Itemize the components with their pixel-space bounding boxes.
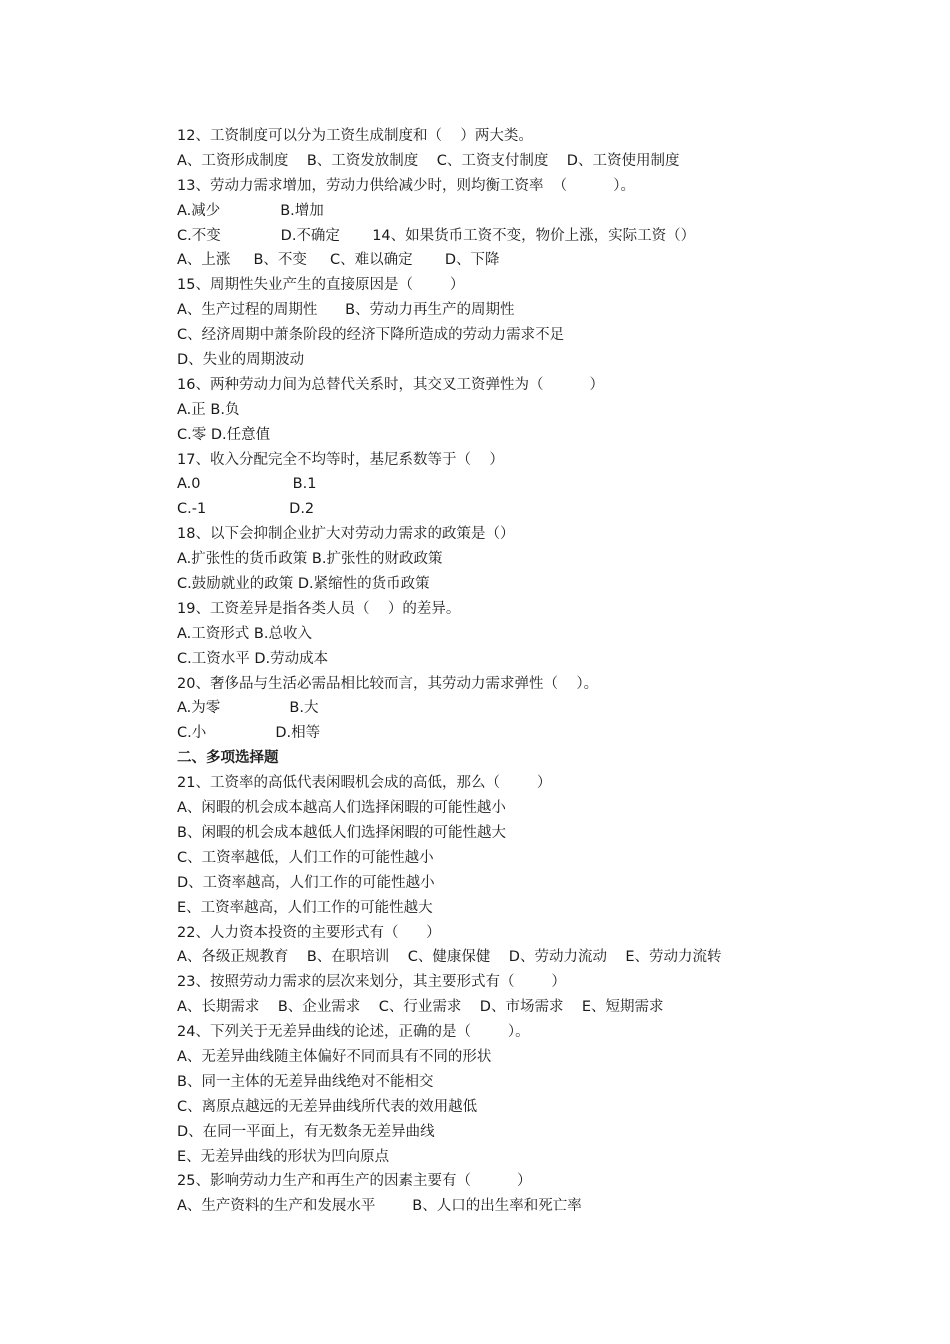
question-18-options-cd: C.鼓励就业的政策 D.紧缩性的货币政策 <box>177 576 430 593</box>
question-21-option-c: C、工资率越低，人们工作的可能性越小 <box>177 849 434 866</box>
question-19-options-ab: A.工资形式 B.总收入 <box>177 625 312 642</box>
question-24-option-b: B、同一主体的无差异曲线绝对不能相交 <box>177 1073 434 1090</box>
question-21: 21、工资率的高低代表闲暇机会成的高低，那么（ ） <box>177 775 552 792</box>
question-20-options-cd: C.小 D.相等 <box>177 725 321 742</box>
question-19-options-cd: C.工资水平 D.劳动成本 <box>177 650 329 667</box>
question-17: 17、收入分配完全不均等时，基尼系数等于（ ） <box>177 451 504 468</box>
question-23-options: A、长期需求 B、企业需求 C、行业需求 D、市场需求 E、短期需求 <box>177 999 664 1016</box>
question-25: 25、影响劳动力生产和再生产的因素主要有（ ） <box>177 1173 532 1190</box>
question-19: 19、工资差异是指各类人员（ ）的差异。 <box>177 600 461 617</box>
question-21-option-e: E、工资率越高，人们工作的可能性越大 <box>177 899 433 916</box>
document-page <box>177 124 877 1219</box>
question-14-options: A、上涨 B、不变 C、难以确定 D、下降 <box>177 252 500 269</box>
question-13-options-ab: A.减少 B.增加 <box>177 202 324 219</box>
question-17-options-cd: C.-1 D.2 <box>177 501 315 518</box>
question-18-options-ab: A.扩张性的货币政策 B.扩张性的财政政策 <box>177 551 443 568</box>
question-24-option-c: C、离原点越远的无差异曲线所代表的效用越低 <box>177 1098 478 1115</box>
question-21-option-d: D、工资率越高，人们工作的可能性越小 <box>177 874 435 891</box>
question-15-option-d: D、失业的周期波动 <box>177 352 305 369</box>
question-25-options-ab: A、生产资料的生产和发展水平 B、人口的出生率和死亡率 <box>177 1198 582 1215</box>
question-15-options-ab: A、生产过程的周期性 B、劳动力再生产的周期性 <box>177 302 515 319</box>
question-16-options-cd: C.零 D.任意值 <box>177 426 271 443</box>
question-24-option-e: E、无差异曲线的形状为凹向原点 <box>177 1148 390 1165</box>
question-13-options-cd-question-14: C.不变 D.不确定 14、如果货币工资不变，物价上涨，实际工资（） <box>177 227 696 244</box>
question-22-options: A、各级正规教育 B、在职培训 C、健康保健 D、劳动力流动 E、劳动力流转 <box>177 949 722 966</box>
question-24-option-a: A、无差异曲线随主体偏好不同而具有不同的形状 <box>177 1048 492 1065</box>
question-17-options-ab: A.0 B.1 <box>177 476 317 493</box>
question-20-options-ab: A.为零 B.大 <box>177 700 319 717</box>
question-12: 12、工资制度可以分为工资生成制度和（ ）两大类。 <box>177 128 533 144</box>
question-16: 16、两种劳动力间为总替代关系时，其交叉工资弹性为（ ） <box>177 376 605 393</box>
question-22: 22、人力资本投资的主要形式有（ ） <box>177 924 441 941</box>
question-18: 18、以下会抑制企业扩大对劳动力需求的政策是（） <box>177 526 515 543</box>
question-24: 24、下列关于无差异曲线的论述，正确的是（ ）。 <box>177 1024 530 1041</box>
question-15: 15、周期性失业产生的直接原因是（ ） <box>177 277 465 294</box>
question-21-option-b: B、闲暇的机会成本越低人们选择闲暇的可能性越大 <box>177 824 506 841</box>
question-16-options-ab: A.正 B.负 <box>177 401 240 418</box>
question-12-options: A、工资形成制度 B、工资发放制度 C、工资支付制度 D、工资使用制度 <box>177 152 680 169</box>
question-21-option-a: A、闲暇的机会成本越高人们选择闲暇的可能性越小 <box>177 800 506 817</box>
question-24-option-d: D、在同一平面上，有无数条无差异曲线 <box>177 1123 435 1140</box>
section-heading-multiple-choice: 二、多项选择题 <box>177 750 279 767</box>
question-13: 13、劳动力需求增加，劳动力供给减少时，则均衡工资率 （ ）。 <box>177 177 636 194</box>
question-23: 23、按照劳动力需求的层次来划分，其主要形式有（ ） <box>177 974 566 991</box>
question-20: 20、奢侈品与生活必需品相比较而言，其劳动力需求弹性（ ）。 <box>177 675 599 692</box>
question-15-option-c: C、经济周期中萧条阶段的经济下降所造成的劳动力需求不足 <box>177 327 565 344</box>
